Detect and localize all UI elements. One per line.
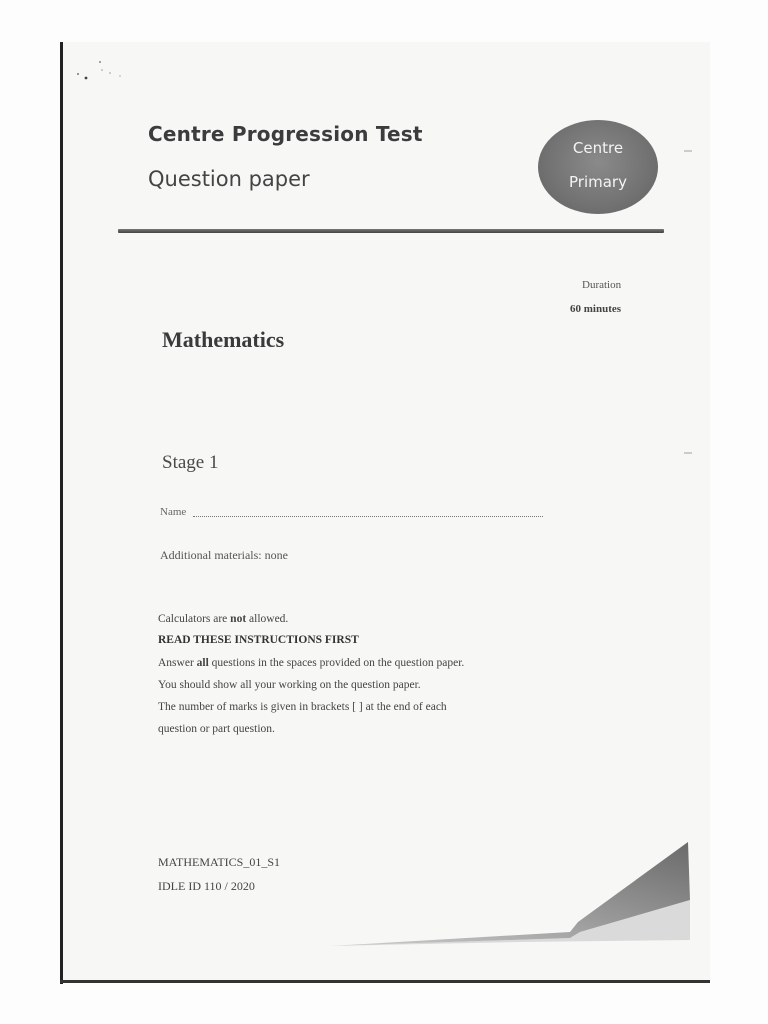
paper-id: IDLE ID 110 / 2020 xyxy=(158,879,255,893)
name-field[interactable] xyxy=(193,516,543,517)
scan-mark xyxy=(684,452,692,454)
instructions-heading: READ THESE INSTRUCTIONS FIRST xyxy=(158,634,359,646)
header-divider xyxy=(118,229,664,233)
badge-line-2: Primary xyxy=(569,173,627,191)
duration-label: Duration xyxy=(582,279,622,291)
duration-value: 60 minutes xyxy=(570,303,622,315)
answer-text-end: questions in the spaces provided on the question paper. xyxy=(208,657,465,669)
calculator-text-end: allowed. xyxy=(246,613,289,625)
answer-instruction xyxy=(158,657,464,669)
marks-instruction-line-2: question or part question. xyxy=(158,723,275,735)
paper-subtitle: Question paper xyxy=(148,167,310,191)
test-title: Centre Progression Test xyxy=(148,122,423,146)
centre-primary-badge xyxy=(538,120,658,214)
subject-heading: Mathematics xyxy=(162,327,285,352)
name-label: Name xyxy=(160,506,187,518)
calculator-instruction xyxy=(158,613,288,625)
calculator-text-emphasis: not xyxy=(230,613,247,625)
scan-mark xyxy=(684,150,692,152)
scan-specks xyxy=(74,58,134,88)
working-instruction: You should show all your working on the question paper. xyxy=(158,679,421,691)
marks-instruction-line-1: The number of marks is given in brackets [ ] at the end of each xyxy=(158,701,447,713)
answer-text-emphasis: all xyxy=(196,657,209,669)
badge-line-1: Centre xyxy=(572,139,624,157)
paper-code: MATHEMATICS_01_S1 xyxy=(158,855,281,869)
footer-swoosh-graphic xyxy=(320,840,692,950)
scan-edge-bottom xyxy=(60,980,710,983)
stage-heading: Stage 1 xyxy=(162,452,219,473)
calculator-text-start: Calculators are xyxy=(158,613,231,625)
additional-materials: Additional materials: none xyxy=(160,548,288,562)
answer-text-start: Answer xyxy=(158,657,197,669)
scan-edge-left xyxy=(60,42,63,984)
